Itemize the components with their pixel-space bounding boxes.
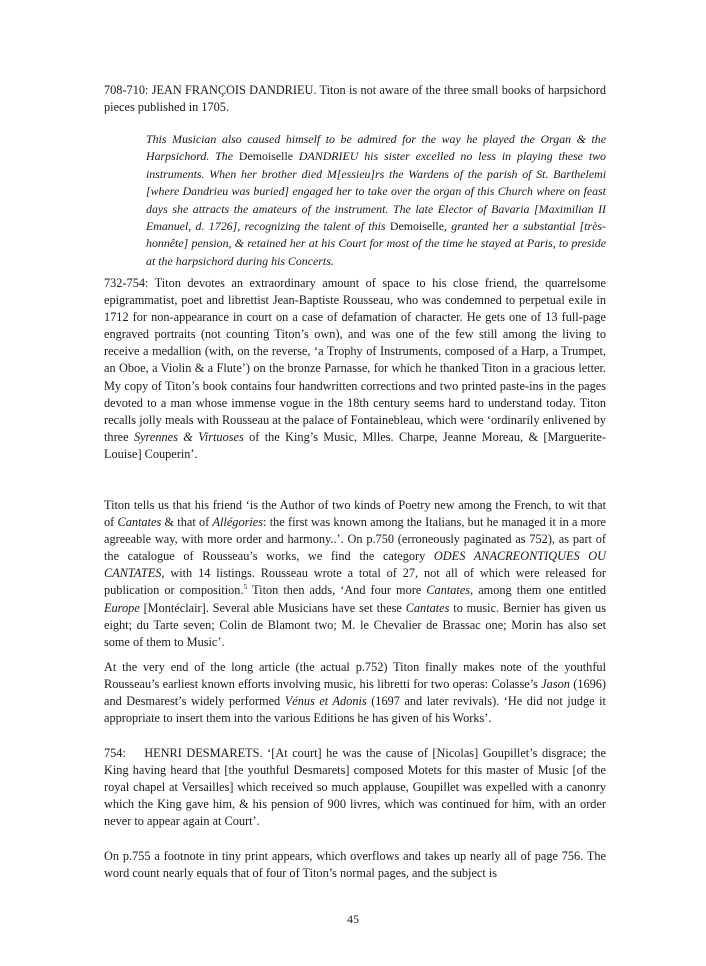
paragraph-cantates xyxy=(104,497,606,651)
text-run: Titon then adds, ‘And four more xyxy=(247,583,427,598)
text-run: 754: HENRI DESMARETS. ‘[At court] he was the cause of [Nicolas] Goupillet’s disgrace; the King having heard that [the youthful Desmarets] composed Motets for this master of Music [of the royal chapel at Versailles] which received so much applause, Goupillet was expelled with a canonry which the King gave him, & his pension of 900 livres, which was continued for him, with an order never to appear again at Court’. xyxy=(104,746,610,829)
text-run: to music. Bernier has given us eight; du Tarte seven; Colin de Blamont two; M. le Chevalier de Brassac one; Morin has also set some of them to Music’. xyxy=(104,600,606,649)
text-run: Cantates xyxy=(117,515,162,530)
paragraph-desmarets xyxy=(104,745,610,830)
paragraph-footnote-note xyxy=(104,848,606,882)
text-run: ODES ANACREONTIQUES OU CANTATES xyxy=(104,549,607,581)
text-run: of the King’s Music, Mlles. Charpe, Jeanne Moreau, & [Marguerite-Louise] Couperin’. xyxy=(104,429,606,461)
text-run: On p.755 a footnote in tiny print appears, which overflows and takes up nearly all of page 756. The word count nearly equals that of four of Titon’s normal pages, and the subject is xyxy=(104,849,606,881)
text-run: , granted her a substantial [très-honnête] pension, & retained her at his Court for most of the time he stayed at Paris, to preside at the harpsichord during his Concerts. xyxy=(146,219,606,268)
text-run: This Musician also caused himself to be admired for the way he played the Organ & the Harpsichord. The xyxy=(146,132,606,164)
paragraph-operas xyxy=(104,659,606,727)
footnote-marker: 5 xyxy=(243,582,248,592)
text-run: , with 14 listings. Rousseau wrote a total of 27, not all of which were released for publication or composition. xyxy=(104,566,606,598)
text-run: Demoiselle xyxy=(389,219,445,234)
text-run: (1696) and Desmarest’s widely performed xyxy=(104,677,607,709)
page-number: 45 xyxy=(347,912,359,926)
block-quote-dandrieu xyxy=(146,131,606,270)
text-run: Cantates xyxy=(426,583,471,598)
text-run: At the very end of the long article (the actual p.752) Titon finally makes note of the youthful Rousseau’s earliest known efforts involving music, his libretti for two operas: Colasse’s xyxy=(104,660,606,692)
text-run: Europe xyxy=(104,600,140,615)
text-run: & that of xyxy=(161,515,213,530)
text-run: Titon tells us that his friend ‘is the Author of two kinds of Poetry new among the French, to wit that of xyxy=(104,498,606,530)
text-run: [Montéclair]. Several able Musicians have set these xyxy=(139,600,406,615)
text-run: : the first was known among the Italians, but he managed it in a more agreeable way, with more order and harmony..’. On p.750 (erroneously paginated as 752), as part of the catalogue of Rousseau’s works, we find the category xyxy=(104,515,606,564)
text-run: Vénus et Adonis xyxy=(284,694,367,709)
text-run: (1697 and later revivals). ‘He did not judge it appropriate to insert them into the various Editions he has given of his Works’. xyxy=(104,694,606,726)
text-run: DANDRIEU his sister excelled no less in playing these two instruments. When her brother died M[essieu]rs the Wardens of the parish of St. Barthelemi [where Dandrieu was buried] engaged her to take over the organ of this Church where on feast days she attracts the amateurs of the instrument. The late Elector of Bavaria [Maximilian II Emanuel, d. 1726], recognizing the talent of this xyxy=(146,149,606,234)
text-run: Demoiselle xyxy=(238,149,294,164)
paragraph-rousseau xyxy=(104,275,606,463)
text-run: Syrennes & Virtuoses xyxy=(133,429,244,444)
text-run: , among them one entitled xyxy=(470,583,607,598)
text-run: Cantates xyxy=(405,600,450,615)
text-run: 732-754: Titon devotes an extraordinary amount of space to his close friend, the quarrelsome epigrammatist, poet and librettist Jean-Baptiste Rousseau, who was condemned to perpetual exile in 1712 for non-appearance in court on a case of defamation of character. He gets one of 13 full-page engraved portraits (not counting Titon’s own), and was one of the few still among the living to receive a medallion (with, on the reverse, ‘a Trophy of Instruments, composed of a Harp, a Trumpet, an Oboe, a Violin & a Flute’) on the bronze Parnasse, for which he thanked Titon in a gracious letter. My copy of Titon’s book contains four handwritten corrections and two printed paste-ins in the pages devoted to a man whose immense vogue in the 18th century seems hard to understand today. Titon recalls jolly meals with Rousseau at the palace of Fontainebleau, which were ‘ordinarily enlivened by three xyxy=(104,276,606,444)
text-run: Allégories xyxy=(212,515,264,530)
paragraph-dandrieu xyxy=(104,82,606,116)
text-run: 708-710: JEAN FRANÇOIS DANDRIEU. Titon is not aware of the three small books of harpsichord pieces published in 1705. xyxy=(104,83,606,115)
text-run: Jason xyxy=(541,677,570,692)
